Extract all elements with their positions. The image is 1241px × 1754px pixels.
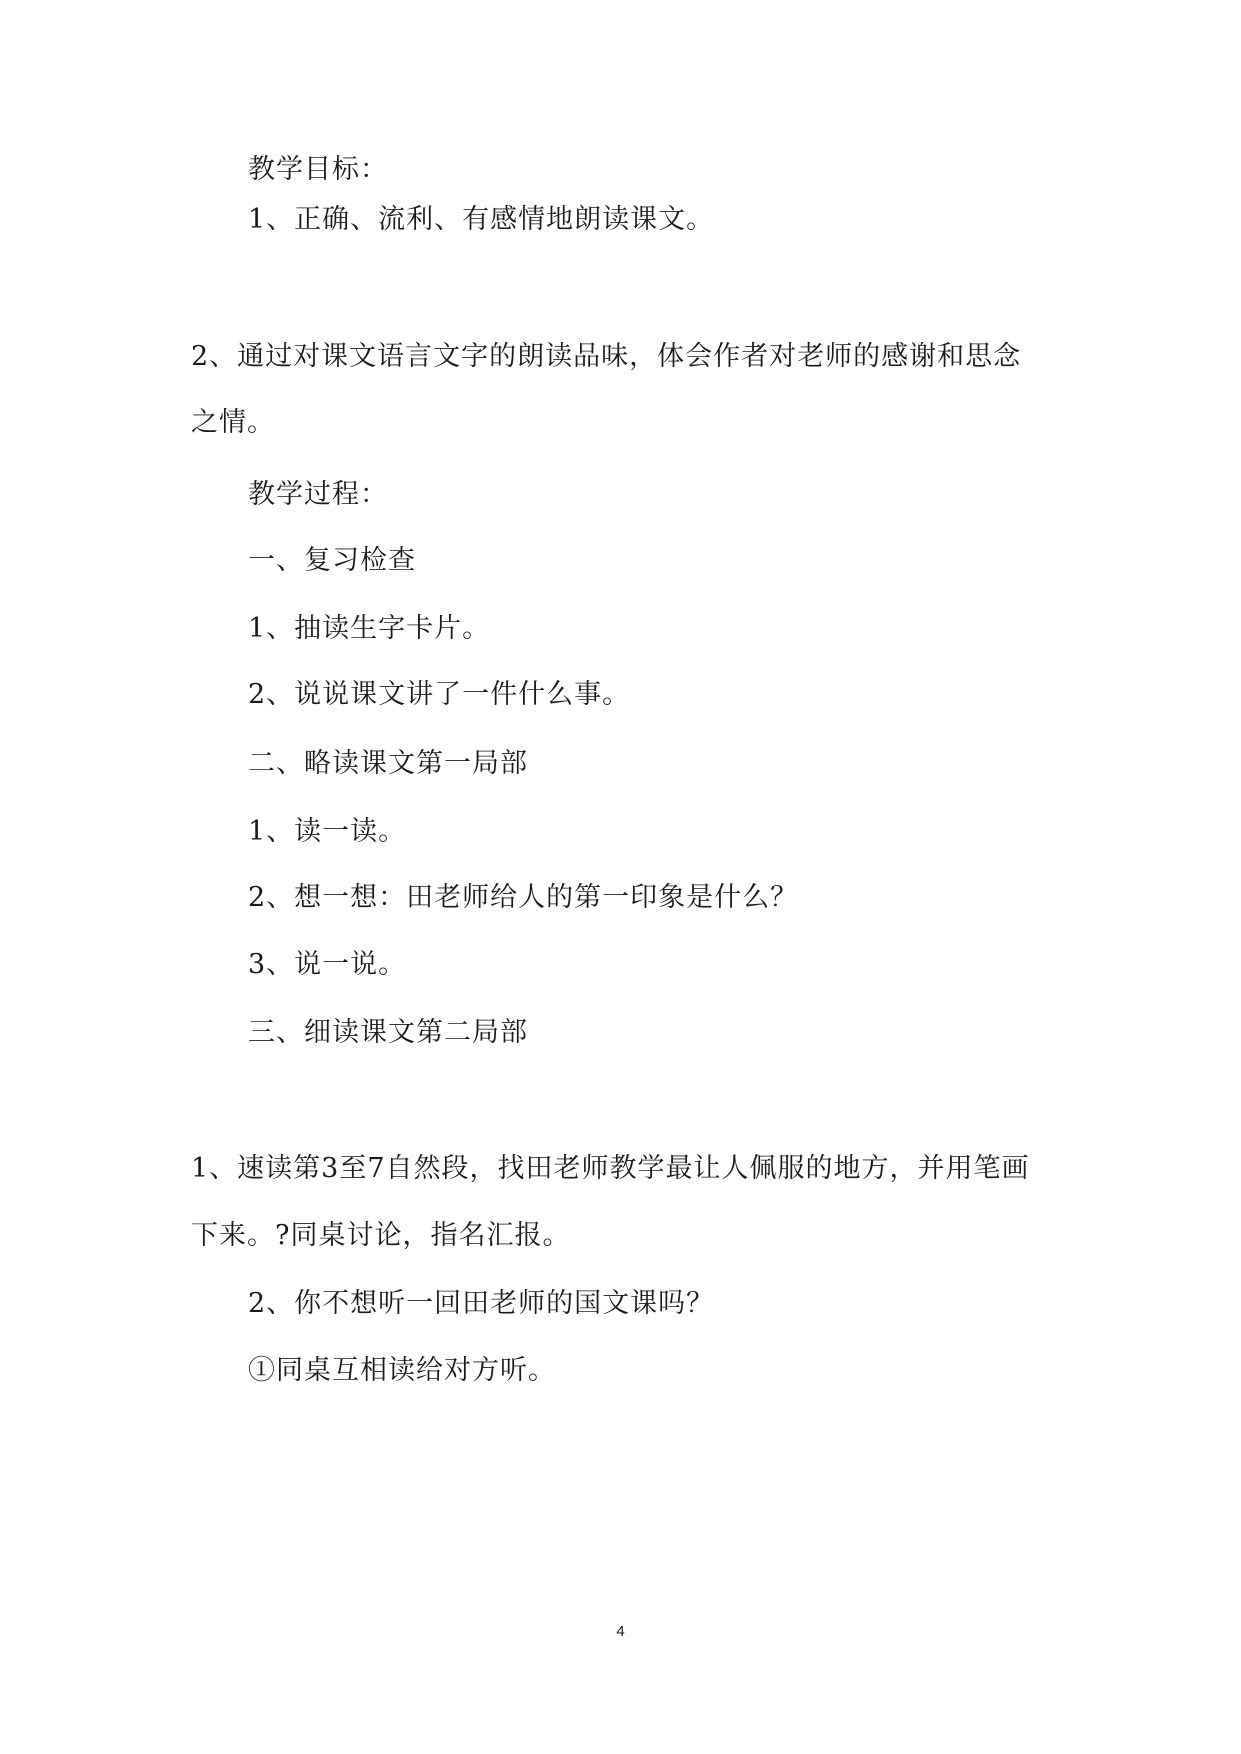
page-number: 4 xyxy=(616,1623,625,1640)
step-heading-close-read-part-two: 三、细读课文第二局部 xyxy=(248,1017,528,1048)
skim-item-3: 3、说一说。 xyxy=(248,949,407,980)
review-item-2: 2、说说课文讲了一件什么事。 xyxy=(248,679,631,710)
close-read-item-1: 1、速读第3至7自然段，找田老师教学最让人佩服的地方，并用笔画 xyxy=(191,1153,1030,1184)
close-read-item-2: 2、你不想听一回田老师的国文课吗？ xyxy=(248,1288,715,1319)
step-heading-skim-part-one: 二、略读课文第一局部 xyxy=(248,748,528,779)
goal-item-1: 1、正确、流利、有感情地朗读课文。 xyxy=(248,204,715,235)
goal-item-2-continued: 之情。 xyxy=(191,407,275,438)
skim-item-1: 1、读一读。 xyxy=(248,816,407,847)
section-heading-teaching-goals: 教学目标： xyxy=(248,154,388,185)
skim-item-2: 2、想一想：田老师给人的第一印象是什么？ xyxy=(248,882,799,913)
section-heading-teaching-process: 教学过程： xyxy=(248,479,388,510)
close-read-subitem-1: ①同桌互相读给对方听。 xyxy=(248,1355,556,1386)
review-item-1: 1、抽读生字卡片。 xyxy=(248,613,491,644)
goal-item-2: 2、通过对课文语言文字的朗读品味，体会作者对老师的感谢和思念 xyxy=(191,341,1022,372)
step-heading-review: 一、复习检查 xyxy=(248,545,416,576)
close-read-item-1-continued: 下来。?同桌讨论，指名汇报。 xyxy=(191,1220,571,1251)
